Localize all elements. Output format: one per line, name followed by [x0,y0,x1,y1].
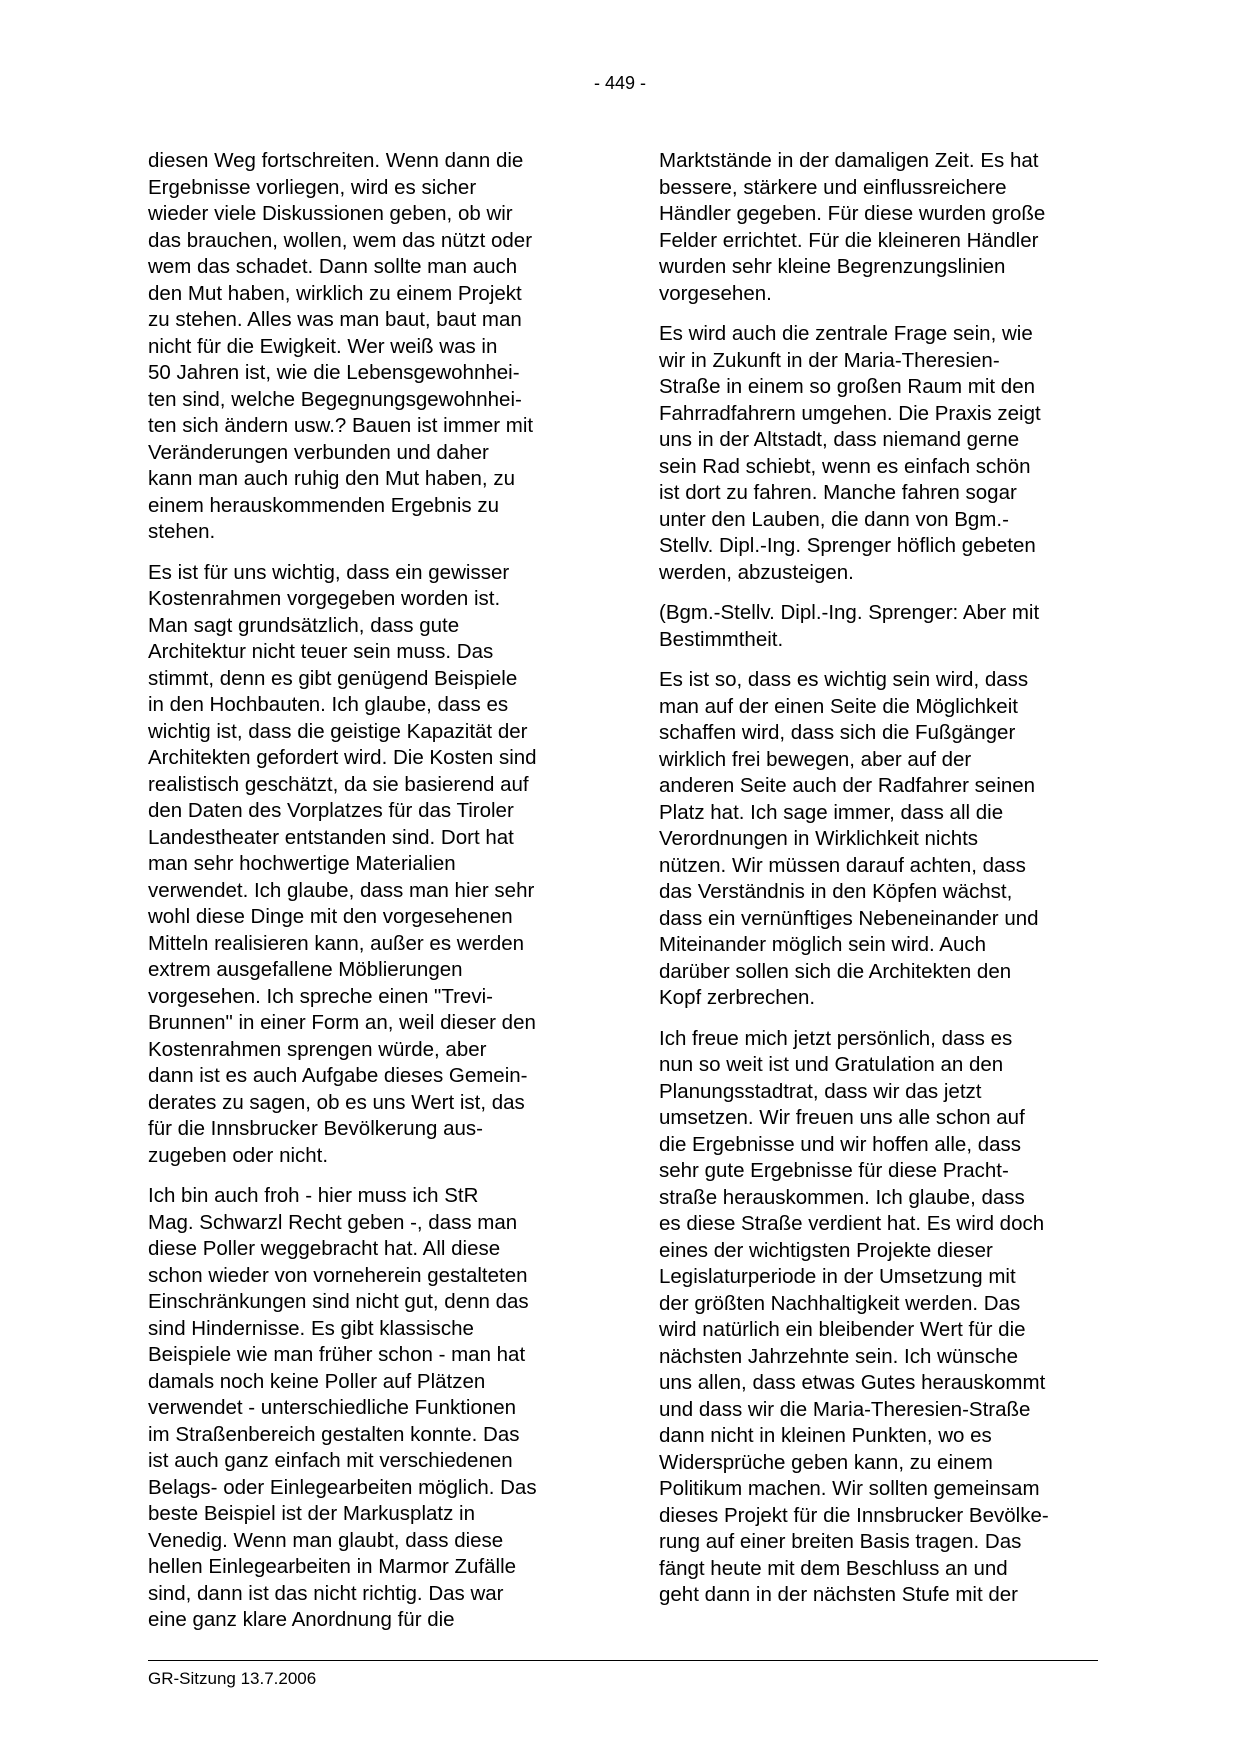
text-line: im Straßenbereich gestalten konnte. Das [148,1422,520,1446]
text-line: Ich bin auch froh - hier muss ich StR [148,1184,479,1207]
text-line: man auf der einen Seite die Möglichkeit [659,694,1018,718]
text-line: bessere, stärkere und einflussreichere [659,175,1007,199]
text-line: wieder viele Diskussionen geben, ob wir [148,202,513,225]
text-line: uns allen, dass etwas Gutes herauskommt [659,1371,1046,1394]
text-line: hellen Einlegearbeiten in Marmor Zufälle [148,1555,517,1578]
text-line: Legislaturperiode in der Umsetzung mit [659,1265,1016,1288]
text-line: Belags- oder Einlegearbeiten möglich. Das [148,1475,537,1499]
text-line: den Mut haben, wirklich zu einem Projekt [148,281,522,305]
text-line: schaffen wird, dass sich die Fußgänger [659,721,1016,744]
text-line: wirklich frei bewegen, aber auf der [659,747,972,771]
text-line: Widersprüche geben kann, zu einem [659,1450,993,1474]
text-line: dass ein vernünftiges Nebeneinander und [659,906,1039,930]
paragraph [148,560,592,1170]
text-line: Ergebnisse vorliegen, wird es sicher [148,175,477,199]
text-line: realistisch geschätzt, da sie basierend auf [148,772,529,796]
text-line: diese Poller weggebracht hat. All diese [148,1237,501,1260]
text-line: nun so weit ist und Gratulation an den [659,1053,1004,1076]
text-line: Politikum machen. Wir sollten gemeinsam [659,1477,1040,1500]
footer-divider [148,1660,1098,1661]
text-line: Marktstände in der damaligen Zeit. Es hat [659,149,1039,172]
text-line: Fahrradfahrern umgehen. Die Praxis zeigt [659,401,1041,425]
text-column-right [659,148,1103,1623]
text-line: nützen. Wir müssen darauf achten, dass [659,853,1026,877]
text-line: stehen. [148,520,216,543]
text-line: extrem ausgefallene Möblierungen [148,958,463,981]
text-line: dann nicht in kleinen Punkten, wo es [659,1424,992,1447]
text-line: darüber sollen sich die Architekten den [659,959,1012,983]
text-line: der größten Nachhaltigkeit werden. Das [659,1291,1021,1315]
text-line: sehr gute Ergebnisse für diese Pracht- [659,1159,1009,1182]
text-line: rung auf einer breiten Basis tragen. Das [659,1530,1022,1553]
text-line: für die Innsbrucker Bevölkerung aus- [148,1117,484,1140]
paragraph [659,321,1103,586]
text-line: schon wieder von vorneherein gestalteten [148,1263,528,1287]
text-line: Architektur nicht teuer sein muss. Das [148,640,494,663]
text-line: Man sagt grundsätzlich, dass gute [148,613,460,637]
text-line: Kopf zerbrechen. [659,986,816,1009]
text-line: zugeben oder nicht. [148,1143,329,1167]
text-line: vorgesehen. [659,281,772,305]
text-line: Bestimmtheit. [659,627,784,651]
text-line: das brauchen, wollen, wem das nützt oder [148,228,533,252]
text-line: es diese Straße verdient hat. Es wird doch [659,1212,1045,1235]
text-line: Mitteln realisieren kann, außer es werden [148,931,525,955]
text-line: wohl diese Dinge mit den vorgesehenen [148,905,513,928]
text-line: das Verständnis in den Köpfen wächst, [659,880,1013,903]
paragraph [659,600,1103,653]
text-line: einem herauskommenden Ergebnis zu [148,493,499,517]
text-line: Straße in einem so großen Raum mit den [659,375,1035,398]
text-line: die Ergebnisse und wir hoffen alle, dass [659,1132,1022,1156]
text-line: Planungsstadtrat, dass wir das jetzt [659,1079,982,1103]
text-line: fängt heute mit dem Beschluss an und [659,1556,1008,1580]
text-line: Venedig. Wenn man glaubt, dass diese [148,1528,504,1552]
text-line: beste Beispiel ist der Markusplatz in [148,1502,476,1525]
text-line: den Daten des Vorplatzes für das Tiroler [148,799,514,822]
text-line: ist auch ganz einfach mit verschiedenen [148,1449,513,1472]
text-line: kann man auch ruhig den Mut haben, zu [148,467,515,490]
text-line: Es ist so, dass es wichtig sein wird, dass [659,668,1029,691]
text-line: Miteinander möglich sein wird. Auch [659,933,987,956]
text-line: Kostenrahmen vorgegeben worden ist. [148,587,501,610]
paragraph [148,148,592,546]
text-line: Es ist für uns wichtig, dass ein gewisser [148,560,510,584]
text-line: wurden sehr kleine Begrenzungslinien [659,255,1006,278]
text-line: damals noch keine Poller auf Plätzen [148,1369,486,1393]
text-line: Mag. Schwarzl Recht geben -, dass man [148,1210,518,1234]
text-line: Architekten gefordert wird. Die Kosten sind [148,746,537,769]
text-line: stimmt, denn es gibt genügend Beispiele [148,666,518,690]
paragraph [148,1183,592,1634]
text-line: sein Rad schiebt, wenn es einfach schön [659,454,1031,478]
text-line: unter den Lauben, die dann von Bgm.- [659,507,1009,531]
text-line: werden, abzusteigen. [659,560,854,584]
text-line: ten sind, welche Begegnungsgewohnhei- [148,387,522,411]
text-line: uns in der Altstadt, dass niemand gerne [659,428,1020,451]
text-line: eines der wichtigsten Projekte dieser [659,1238,993,1262]
text-line: verwendet - unterschiedliche Funktionen [148,1396,517,1419]
text-line: wir in Zukunft in der Maria-Theresien- [659,348,1000,372]
text-line: Es wird auch die zentrale Frage sein, wie [659,322,1033,345]
text-line: Platz hat. Ich sage immer, dass all die [659,800,1004,824]
paragraph [659,667,1103,1012]
text-line: verwendet. Ich glaube, dass man hier sehr [148,878,535,902]
text-line: Händler gegeben. Für diese wurden große [659,202,1046,225]
paragraph [659,148,1103,307]
text-line: sind Hindernisse. Es gibt klassische [148,1316,474,1340]
text-line: Felder errichtet. Für die kleineren Händler [659,228,1039,252]
text-line: dieses Projekt für die Innsbrucker Bevölke- [659,1503,1049,1527]
text-line: in den Hochbauten. Ich glaube, dass es [148,693,509,716]
text-line: anderen Seite auch der Radfahrer seinen [659,774,1036,797]
text-line: vorgesehen. Ich spreche einen "Trevi- [148,984,493,1008]
text-line: Veränderungen verbunden und daher [148,440,489,464]
footer-session-date: GR-Sitzung 13.7.2006 [148,1669,317,1688]
text-line: derates zu sagen, ob es uns Wert ist, das [148,1090,525,1114]
text-line: Brunnen" in einer Form an, weil dieser den [148,1011,536,1034]
text-line: Ich freue mich jetzt persönlich, dass es [659,1026,1013,1050]
text-line: ten sich ändern usw.? Bauen ist immer mit [148,414,534,437]
text-line: dann ist es auch Aufgabe dieses Gemein- [148,1064,528,1087]
text-line: wem das schadet. Dann sollte man auch [148,255,518,278]
text-line: nicht für die Ewigkeit. Wer weiß was in [148,334,498,358]
text-line: Stellv. Dipl.-Ing. Sprenger höflich gebeten [659,534,1036,557]
text-line: ist dort zu fahren. Manche fahren sogar [659,481,1017,504]
text-line: eine ganz klare Anordnung für die [148,1608,455,1631]
text-line: diesen Weg fortschreiten. Wenn dann die [148,149,524,172]
text-line: Verordnungen in Wirklichkeit nichts [659,827,979,850]
text-line: Kostenrahmen sprengen würde, aber [148,1037,487,1061]
text-line: umsetzen. Wir freuen uns alle schon auf [659,1106,1025,1129]
text-line: 50 Jahren ist, wie die Lebensgewohnhei- [148,361,520,384]
paragraph [659,1026,1103,1609]
text-line: und dass wir die Maria-Theresien-Straße [659,1397,1031,1421]
text-line: zu stehen. Alles was man baut, baut man [148,308,522,331]
text-line: (Bgm.-Stellv. Dipl.-Ing. Sprenger: Aber mit [659,601,1040,624]
text-line: wichtig ist, dass die geistige Kapazität der [148,719,528,743]
text-line: Einschränkungen sind nicht gut, denn das [148,1290,529,1313]
text-line: man sehr hochwertige Materialien [148,852,456,875]
text-line: sind, dann ist das nicht richtig. Das war [148,1581,504,1605]
text-line: straße herauskommen. Ich glaube, dass [659,1185,1025,1209]
text-line: nächsten Jahrzehnte sein. Ich wünsche [659,1344,1018,1368]
text-line: Landestheater entstanden sind. Dort hat [148,825,514,849]
text-line: Beispiele wie man früher schon - man hat [148,1343,526,1366]
text-column-left [148,148,592,1648]
text-line: wird natürlich ein bleibender Wert für die [659,1318,1026,1341]
page-number: - 449 - [593,73,647,93]
text-line: geht dann in der nächsten Stufe mit der [659,1583,1018,1606]
